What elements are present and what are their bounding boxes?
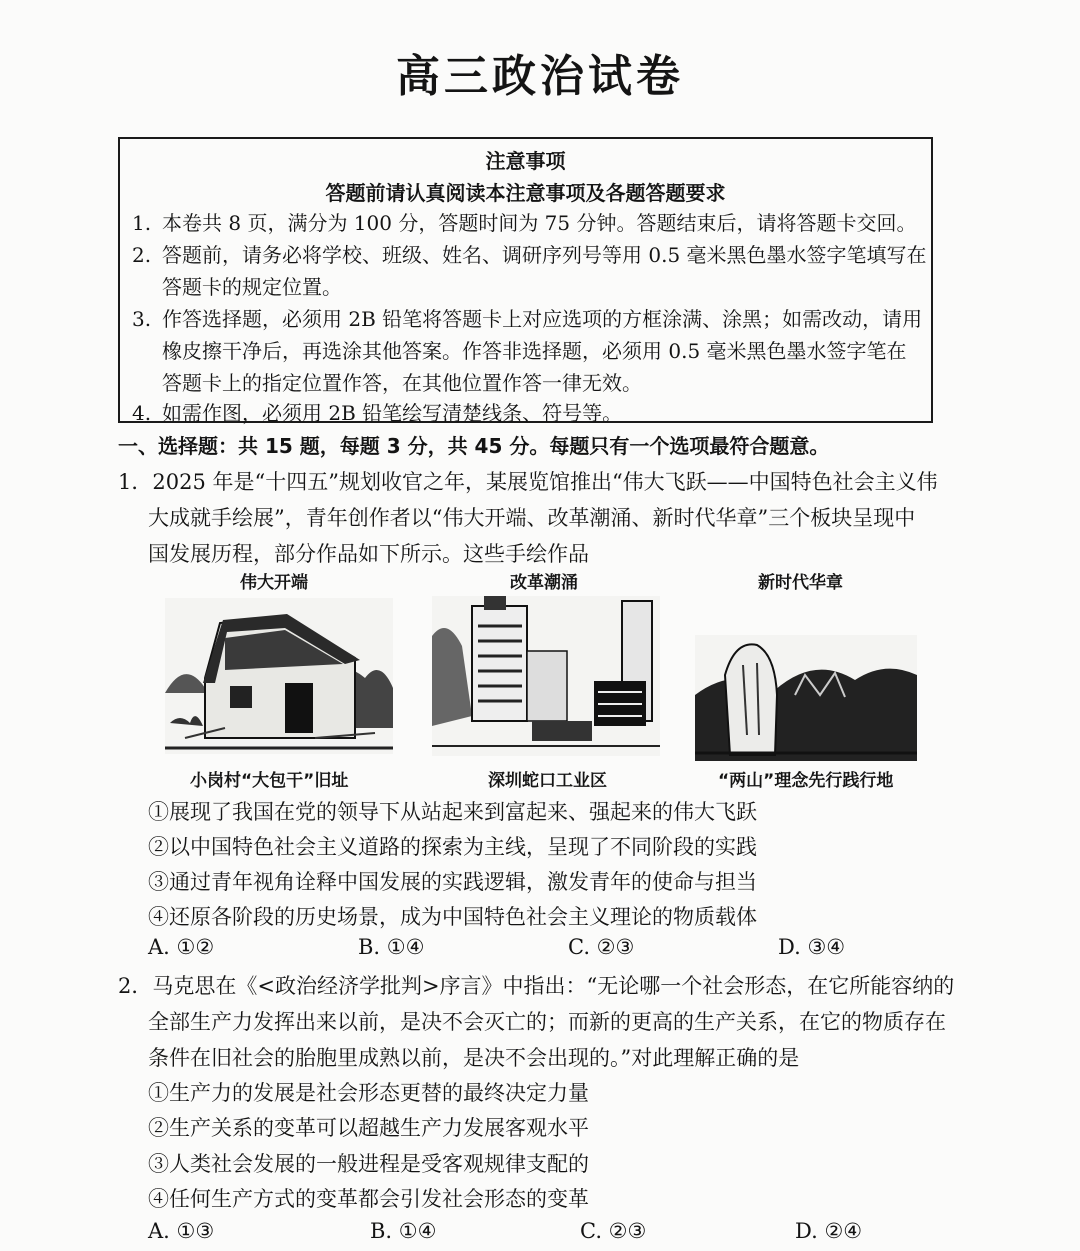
notice-item-4 [132, 397, 622, 426]
option-c[interactable]: C. ②③ [580, 1219, 647, 1243]
statement: ②生产关系的变革可以超越生产力发展客观水平 [148, 1116, 589, 1140]
notice-item-text: 如需作图，必须用 2B 铅笔绘写清楚线条、符号等。 [162, 401, 623, 425]
section-heading: 一、选择题：共 15 题，每题 3 分，共 45 分。每题只有一个选项最符合题意。 [118, 434, 830, 458]
stone-monument-sketch-icon [695, 635, 917, 761]
notice-box [118, 137, 933, 423]
notice-item-text: 答题卡上的指定位置作答，在其他位置作答一律无效。 [162, 371, 642, 395]
image-caption-top: 伟大开端 [240, 573, 308, 593]
farmhouse-sketch-icon [165, 598, 393, 754]
statement: ②以中国特色社会主义道路的探索为主线，呈现了不同阶段的实践 [148, 835, 757, 859]
question-2-stem-line: 全部生产力发挥出来以前，是决不会灭亡的；而新的更高的生产关系，在它的物质存在 [148, 1010, 946, 1034]
option-a[interactable]: A. ①② [148, 935, 215, 959]
notice-item-text: 答题前，请务必将学校、班级、姓名、调研序列号等用 0.5 毫米黑色墨水签字笔填写在 [162, 243, 927, 267]
page-title: 高三政治试卷 [396, 51, 684, 102]
notice-item-number: 4. [132, 401, 152, 425]
notice-item-1 [132, 207, 917, 236]
notice-item-2 [132, 239, 927, 268]
option-d[interactable]: D. ③④ [778, 935, 846, 959]
notice-item-number: 2. [132, 243, 152, 267]
option-b[interactable]: B. ①④ [370, 1219, 437, 1243]
notice-item-text: 作答选择题，必须用 2B 铅笔将答题卡上对应选项的方框涂满、涂黑；如需改动，请用 [162, 307, 923, 331]
notice-item-text: 橡皮擦干净后，再选涂其他答案。作答非选择题，必须用 0.5 毫米黑色墨水签字笔在 [162, 339, 907, 363]
option-c[interactable]: C. ②③ [568, 935, 635, 959]
statement: ④还原各阶段的历史场景，成为中国特色社会主义理论的物质载体 [148, 905, 757, 929]
image-caption-bottom: 深圳蛇口工业区 [488, 771, 607, 791]
notice-item-text: 本卷共 8 页，满分为 100 分，答题时间为 75 分钟。答题结束后，请将答题卡交回。 [162, 211, 917, 235]
statement: ③人类社会发展的一般进程是受客观规律支配的 [148, 1152, 589, 1176]
statement: ①展现了我国在党的领导下从站起来到富起来、强起来的伟大飞跃 [148, 800, 757, 824]
option-d[interactable]: D. ②④ [795, 1219, 863, 1243]
notice-item-number: 1. [132, 211, 152, 235]
question-1-stem-line: 国发展历程，部分作品如下所示。这些手绘作品 [148, 542, 589, 566]
image-caption-top: 新时代华章 [758, 573, 843, 593]
question-1-stem-line: 大成就手绘展”，青年创作者以“伟大开端、改革潮涌、新时代华章”三个板块呈现中 [148, 506, 916, 530]
image-caption-bottom: 小岗村“大包干”旧址 [190, 771, 349, 791]
notice-subheading: 答题前请认真阅读本注意事项及各题答题要求 [325, 181, 726, 205]
image-caption-bottom: “两山”理念先行践行地 [718, 771, 894, 791]
option-b[interactable]: B. ①④ [358, 935, 425, 959]
image-caption-top: 改革潮涌 [510, 573, 578, 593]
option-a[interactable]: A. ①③ [148, 1219, 215, 1243]
notice-item-text: 答题卡的规定位置。 [162, 275, 342, 299]
statement: ①生产力的发展是社会形态更替的最终决定力量 [148, 1081, 589, 1105]
statement: ④任何生产方式的变革都会引发社会形态的变革 [148, 1187, 589, 1211]
city-buildings-sketch-icon [432, 596, 660, 756]
notice-item-3 [132, 303, 922, 332]
statement: ③通过青年视角诠释中国发展的实践逻辑，激发青年的使命与担当 [148, 870, 757, 894]
notice-heading: 注意事项 [485, 149, 566, 173]
question-1-stem-line: 1．2025 年是“十四五”规划收官之年，某展览馆推出“伟大飞跃——中国特色社会主义伟 [118, 470, 938, 494]
question-2-stem-line: 2．马克思在《<政治经济学批判>序言》中指出：“无论哪一个社会形态，在它所能容纳的 [118, 974, 955, 998]
question-2-stem-line: 条件在旧社会的胎胞里成熟以前，是决不会出现的。”对此理解正确的是 [148, 1046, 800, 1070]
notice-item-number: 3. [132, 307, 152, 331]
